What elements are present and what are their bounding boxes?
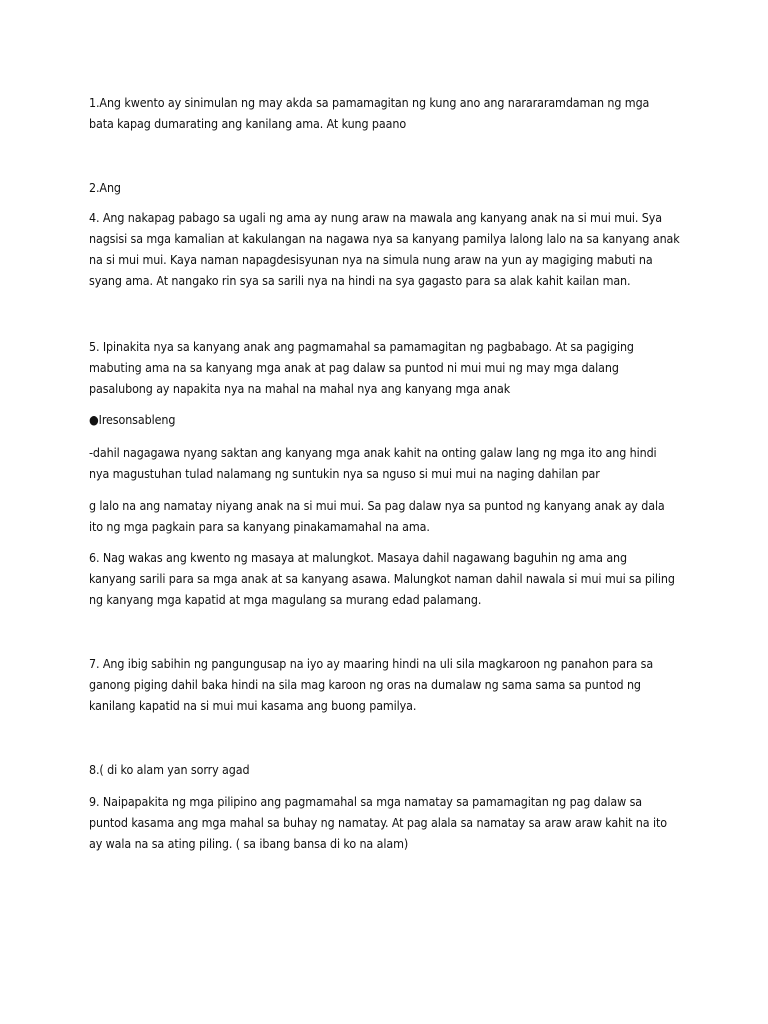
text-line: g lalo na ang namatay niyang anak na si mui mui. Sa pag dalaw nya sa puntod ng kanyang anak ay dala (89, 498, 665, 513)
paragraph-2 (89, 177, 689, 198)
text-line: ●Iresonsableng (89, 412, 176, 427)
paragraph-4 (89, 207, 689, 291)
text-line: 2.Ang (89, 180, 121, 195)
continuation-paragraph (89, 495, 689, 537)
text-line: puntod kasama ang mga mahal sa buhay ng namatay. At pag alala sa namatay sa araw araw kahit na ito (89, 815, 667, 830)
text-line: syang ama. At nangako rin sya sa sarili nya na hindi na sya gagasto para sa alak kahit kailan man. (89, 273, 631, 288)
text-line: kanyang sarili para sa mga anak at sa kanyang asawa. Malungkot naman dahil nawala si mui mui sa piling (89, 571, 675, 586)
paragraph-9 (89, 791, 689, 854)
paragraph-7 (89, 653, 689, 716)
text-line: nagsisi sa mga kamalian at kakulangan na nagawa nya sa kanyang pamilya lalong lalo na sa kanyang anak (89, 231, 680, 246)
text-line: 7. Ang ibig sabihin ng pangungusap na iyo ay maaring hindi na uli sila magkaroon ng panahon para sa (89, 656, 654, 671)
text-line: bata kapag dumarating ang kanilang ama. At kung paano (89, 116, 407, 131)
text-line: nya magustuhan tulad nalamang ng suntukin nya sa nguso si mui mui na naging dahilan par (89, 466, 600, 481)
text-line: ay wala na sa ating piling. ( sa ibang bansa di ko na alam) (89, 836, 409, 851)
text-line: 1.Ang kwento ay sinimulan ng may akda sa pamamagitan ng kung ano ang narararamdaman ng mga (89, 95, 650, 110)
text-line: -dahil nagagawa nyang saktan ang kanyang mga anak kahit na onting galaw lang ng mga ito ang hindi (89, 445, 657, 460)
text-line: ganong piging dahil baka hindi na sila mag karoon ng oras na dumalaw ng sama sama sa puntod ng (89, 677, 641, 692)
text-line: kanilang kapatid na si mui mui kasama ang buong pamilya. (89, 698, 417, 713)
text-line: 9. Naipapakita ng mga pilipino ang pagmamahal sa mga namatay sa pamamagitan ng pag dalaw sa (89, 794, 643, 809)
dash-paragraph (89, 442, 689, 484)
text-line: ng kanyang mga kapatid at mga magulang sa murang edad palamang. (89, 592, 482, 607)
text-line: 8.( di ko alam yan sorry agad (89, 762, 250, 777)
paragraph-8 (89, 759, 689, 780)
text-line: na si mui mui. Kaya naman napagdesisyunan nya na simula nung araw na yun ay magiging mabuti na (89, 252, 653, 267)
text-line: mabuting ama na sa kanyang mga anak at pag dalaw sa puntod ni mui mui ng may mga dalang (89, 360, 619, 375)
paragraph-1 (89, 92, 689, 134)
bullet-paragraph (89, 409, 689, 430)
text-line: 6. Nag wakas ang kwento ng masaya at malungkot. Masaya dahil nagawang baguhin ng ama ang (89, 550, 628, 565)
paragraph-5 (89, 336, 689, 399)
text-line: ito ng mga pagkain para sa kanyang pinakamamahal na ama. (89, 519, 430, 534)
text-line: 5. Ipinakita nya sa kanyang anak ang pagmamahal sa pamamagitan ng pagbabago. At sa pagiging (89, 339, 634, 354)
paragraph-6 (89, 547, 689, 610)
text-line: pasalubong ay napakita nya na mahal na mahal nya ang kanyang mga anak (89, 381, 511, 396)
text-line: 4. Ang nakapag pabago sa ugali ng ama ay nung araw na mawala ang kanyang anak na si mui mui. Sya (89, 210, 663, 225)
